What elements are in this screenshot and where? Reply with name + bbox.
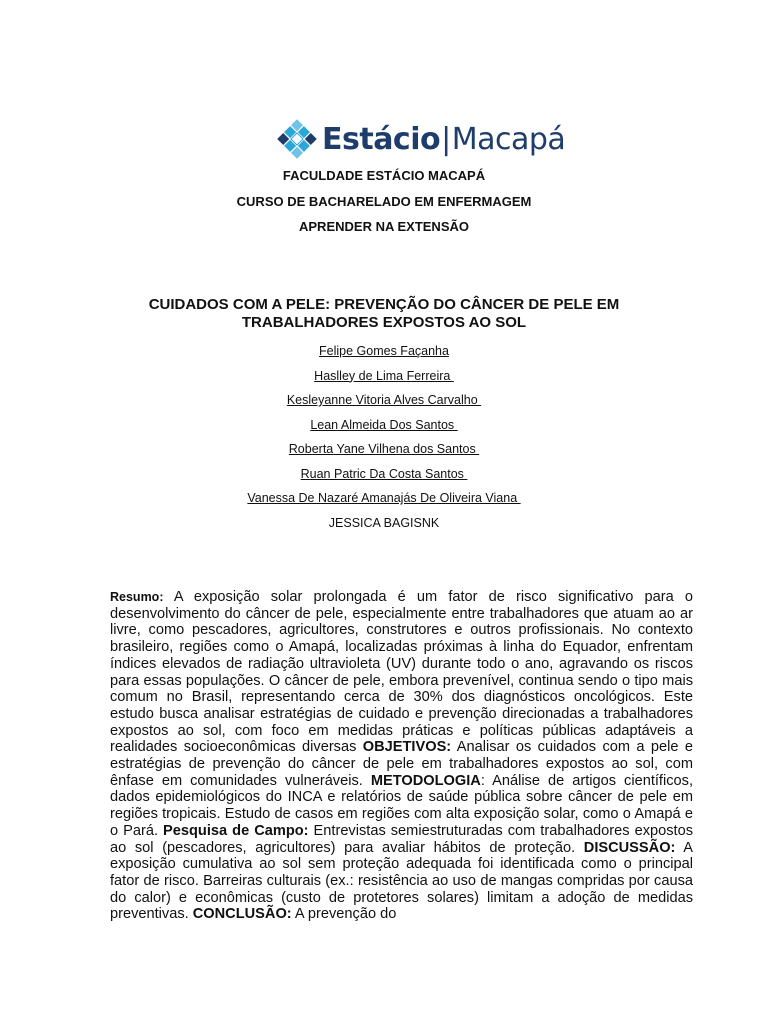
estacio-logo xyxy=(276,118,565,160)
objetivos-text: Analisar os cuidados com a pele e estratégias de prevenção do câncer de pele em trabalhadores expostos ao sol, com ênfase em comunidades vulneráveis. xyxy=(110,739,693,789)
abstract-label: Resumo: xyxy=(110,590,164,604)
logo-city: Macapá xyxy=(451,121,566,157)
conclusao-text: A prevenção do xyxy=(291,906,397,923)
author-item: Roberta Yane Vilhena dos Santos xyxy=(288,442,480,456)
logo-brand: Estácio xyxy=(322,121,441,157)
paper-title: CUIDADOS COM A PELE: PREVENÇÃO DO CÂNCER DE PELE EM TRABALHADORES EXPOSTOS AO SOL xyxy=(148,296,620,331)
discussao-text: A exposição cumulativa ao sol sem proteção adequada foi identificada como o principal fator de risco. Barreiras culturais (ex.: resistência ao uso de mangas compridas por causa do calor) e econômicas (custo de protetores solares) limitam a adoção de medidas preventivas. xyxy=(110,839,693,923)
author-item: Felipe Gomes Façanha xyxy=(319,344,449,358)
campo-label: Pesquisa de Campo: xyxy=(163,822,309,839)
metodologia-text: : Análise de artigos científicos, dados epidemiológicos do INCA e relatórios de saúde pública sobre câncer de pele em regiões tropicais. Estudo de casos em regiões com alta exposição solar, como o Amapá e o Pará. xyxy=(110,772,693,839)
logo-separator: | xyxy=(441,121,451,157)
discussao-label: DISCUSSÃO: xyxy=(583,839,676,856)
author-item: Kesleyanne Vitoria Alves Carvalho xyxy=(286,393,482,407)
conclusao-label: CONCLUSÃO: xyxy=(192,906,292,923)
logo-wordmark xyxy=(322,122,565,157)
course-name: CURSO DE BACHARELADO EM ENFERMAGEM xyxy=(236,194,532,209)
author-list xyxy=(0,341,768,537)
abstract-intro: A exposição solar prolongada é um fator de risco significativo para o desenvolvimento do câncer de pele, especialmente entre trabalhadores que atuam ao ar livre, como pescadores, agricultores, construtores e outros profissionais. No contexto brasileiro, regiões como o Amapá, localizadas próximas à linha do Equador, enfrentam índices elevados de radiação ultravioleta (UV) durante todo o ano, agravando os riscos para essas populações. O câncer de pele, embora prevenível, continua sendo o tipo mais comum no Brasil, representando cerca de 30% dos diagnósticos oncológicos. Este estudo busca analisar estratégias de cuidado e prevenção direcionadas a trabalhadores expostos ao sol, com foco em medidas práticas e políticas públicas adaptáveis a realidades socioeconômicas diversas xyxy=(110,589,693,756)
campo-text: Entrevistas semiestruturadas com trabalhadores expostos ao sol (pescadores, agricultores) para avaliar hábitos de proteção. xyxy=(110,822,693,856)
author-item: Lean Almeida Dos Santos xyxy=(310,417,458,432)
estacio-diamond-icon xyxy=(276,118,318,160)
author-item: Ruan Patric Da Costa Santos xyxy=(300,466,468,481)
advisor-name: JESSICA BAGISNK xyxy=(328,515,440,530)
author-item: Haslley de Lima Ferreira xyxy=(314,368,454,383)
abstract-paragraph xyxy=(110,589,693,923)
institution-name: FACULDADE ESTÁCIO MACAPÁ xyxy=(282,168,486,183)
metodologia-label: METODOLOGIA xyxy=(370,772,481,789)
program-name: APRENDER NA EXTENSÃO xyxy=(299,219,469,234)
objetivos-label: OBJETIVOS: xyxy=(362,739,452,756)
author-item: Vanessa De Nazaré Amanajás De Oliveira Viana xyxy=(247,491,521,505)
